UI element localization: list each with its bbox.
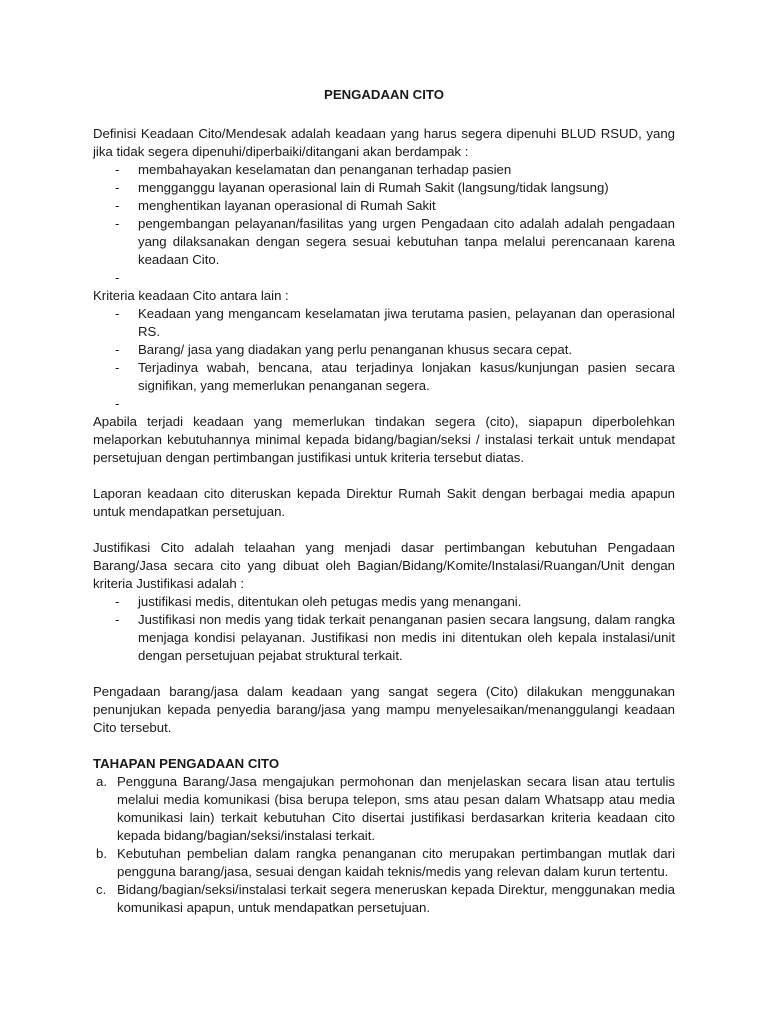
- impact-list: [93, 161, 675, 269]
- impact-item: - membahayakan keselamatan dan penanganan terhadap pasien: [93, 161, 675, 179]
- justification-paragraph: Justifikasi Cito adalah telaahan yang menjadi dasar pertimbangan kebutuhan Pengadaan Barang/Jasa secara cito yang dibuat oleh Bagian/Bidang/Komite/Instalasi/Ruangan/Unit dengan kriteria Justifikasi adalah :: [93, 540, 675, 591]
- paragraph-spacer: [93, 521, 675, 539]
- report-paragraph: Apabila terjadi keadaan yang memerlukan tindakan segera (cito), siapapun diperbolehkan melaporkan kebutuhannya minimal kepada bidang/bagian/seksi / instalasi terkait untuk mendapat persetujuan dengan pertimbangan justifikasi untuk kriteria tersebut diatas.: [93, 414, 675, 465]
- empty-list-dash: -: [115, 396, 120, 411]
- empty-list-dash: -: [115, 270, 120, 285]
- paragraph-spacer: [93, 467, 675, 485]
- criteria-item: - Keadaan yang mengancam keselamatan jiwa terutama pasien, pelayanan dan operasional RS.: [93, 305, 675, 341]
- paragraph-spacer: [93, 665, 675, 683]
- criteria-item: - Terjadinya wabah, bencana, atau terjadinya lonjakan kasus/kunjungan pasien secara signifikan, yang memerlukan penanganan segera.: [93, 359, 675, 395]
- stage-marker: a.: [96, 774, 107, 789]
- stage-text: Kebutuhan pembelian dalam rangka penanganan cito merupakan pertimbangan mutlak dari pengguna barang/jasa, sesuai dengan kaidah teknis/medis yang relevan dalam kurun tertentu.: [117, 846, 675, 879]
- stage-text: Pengguna Barang/Jasa mengajukan permohonan dan menjelaskan secara lisan atau tertulis melalui media komunikasi (bisa berupa telepon, sms atau pesan dalam Whatsapp atau media komunikasi lain) terkait kebutuhan Cito disertai justifikasi berdasarkan kriteria keadaan cito kepada bidang/bagian/seksi/instalasi terkait.: [117, 774, 675, 843]
- criteria-intro: Kriteria keadaan Cito antara lain :: [93, 288, 289, 303]
- stage-item: [93, 881, 675, 917]
- intro-paragraph: Definisi Keadaan Cito/Mendesak adalah keadaan yang harus segera dipenuhi BLUD RSUD, yang jika tidak segera dipenuhi/diperbaiki/ditangani akan berdampak :: [93, 126, 675, 159]
- stage-item: [93, 773, 675, 845]
- impact-item: - menghentikan layanan operasional di Rumah Sakit: [93, 197, 675, 215]
- justification-list: [93, 593, 675, 665]
- impact-item: - pengembangan pelayanan/fasilitas yang urgen Pengadaan cito adalah adalah pengadaan yang dilaksanakan dengan segera sesuai kebutuhan tanpa melalui perencanaan karena keadaan Cito.: [93, 215, 675, 269]
- stage-marker: b.: [96, 846, 107, 861]
- paragraph-spacer: [93, 737, 675, 755]
- criteria-item: - Barang/ jasa yang diadakan yang perlu penanganan khusus secara cepat.: [93, 341, 675, 359]
- justification-item: - justifikasi medis, ditentukan oleh petugas medis yang menangani.: [93, 593, 675, 611]
- stages-list: [93, 773, 675, 917]
- document-title: PENGADAAN CITO: [324, 87, 444, 102]
- forward-paragraph: Laporan keadaan cito diteruskan kepada Direktur Rumah Sakit dengan berbagai media apapun untuk mendapatkan persetujuan.: [93, 486, 675, 519]
- procurement-paragraph: Pengadaan barang/jasa dalam keadaan yang sangat segera (Cito) dilakukan menggunakan penunjukan kepada penyedia barang/jasa yang mampu menyelesaikan/menanggulangi keadaan Cito tersebut.: [93, 684, 675, 735]
- stage-text: Bidang/bagian/seksi/instalasi terkait segera meneruskan kepada Direktur, menggunakan media komunikasi apapun, untuk mendapatkan persetujuan.: [117, 882, 675, 915]
- stage-marker: c.: [96, 882, 107, 897]
- impact-item: - mengganggu layanan operasional lain di Rumah Sakit (langsung/tidak langsung): [93, 179, 675, 197]
- stages-heading: TAHAPAN PENGADAAN CITO: [93, 756, 280, 771]
- document-page: [93, 86, 675, 917]
- stage-item: [93, 845, 675, 881]
- justification-item: - Justifikasi non medis yang tidak terkait penanganan pasien secara langsung, dalam rangka menjaga kondisi pelayanan. Justifikasi non medis ini ditentukan oleh kepala instalasi/unit dengan persetujuan pejabat struktural terkait.: [93, 611, 675, 665]
- criteria-list: [93, 305, 675, 395]
